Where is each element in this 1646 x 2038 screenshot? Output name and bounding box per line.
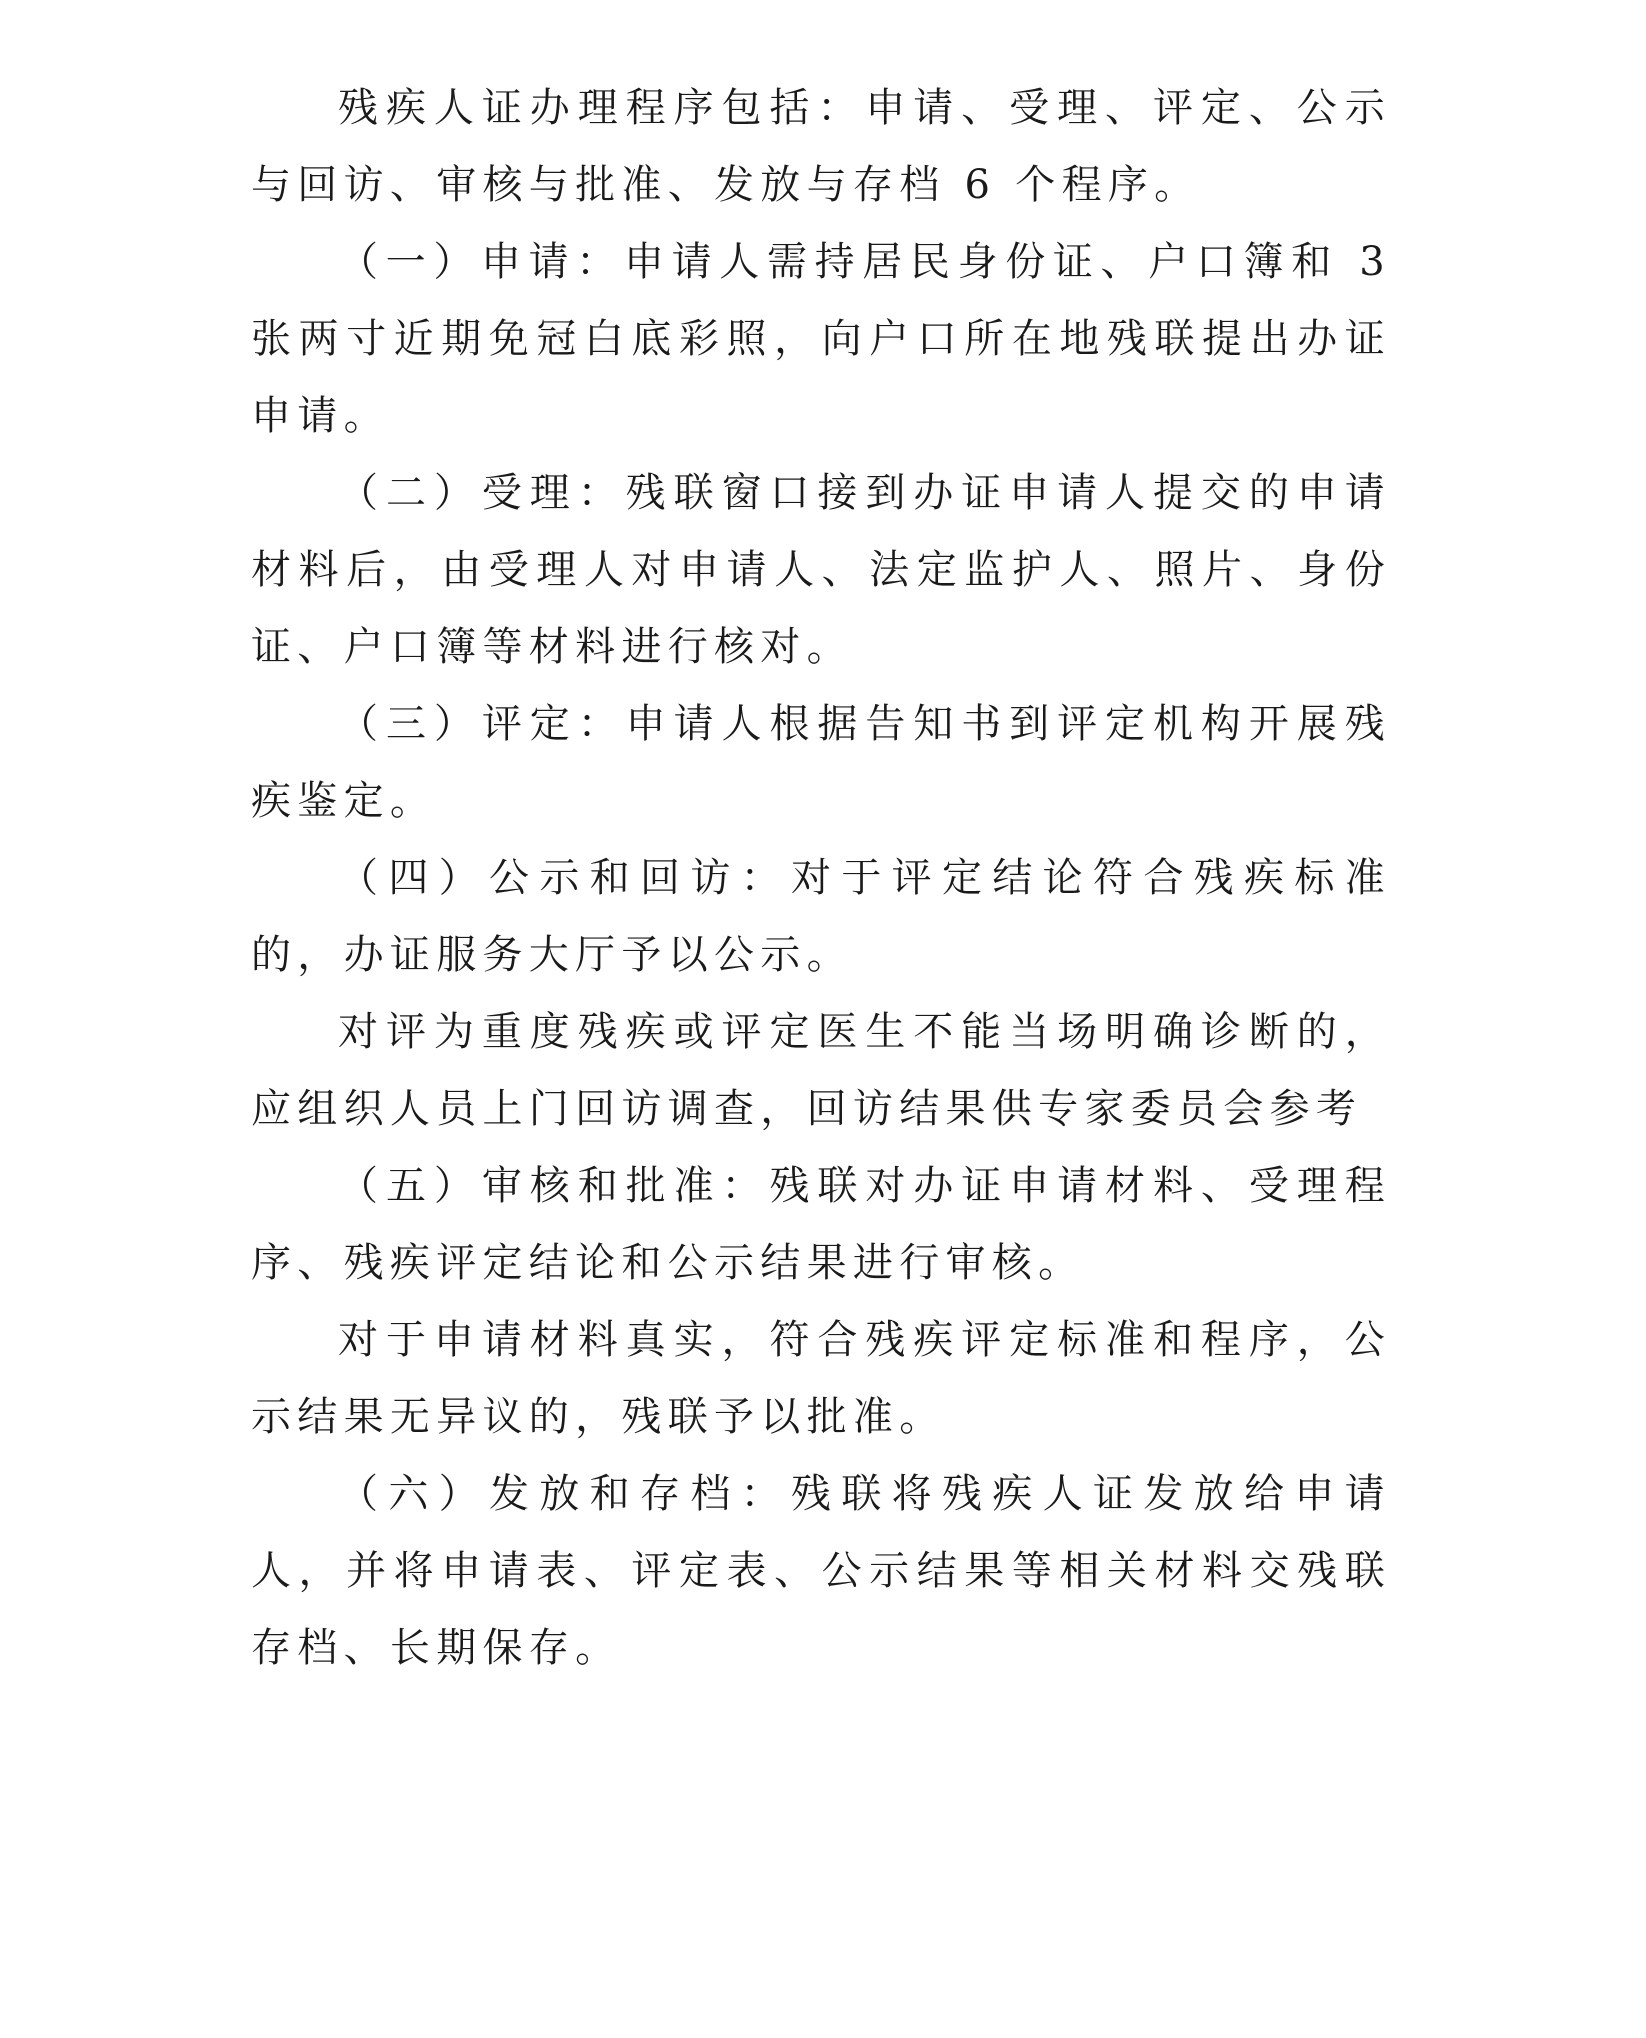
paragraph-step-5-approve: 对于申请材料真实，符合残疾评定标准和程序，公示结果无异议的，残联予以批准。 [251, 1317, 1391, 1440]
paragraph-step-6-issue-archive: （六）发放和存档：残联将残疾人证发放给申请人，并将申请表、评定表、公示结果等相关材料交残联存档、长期保存。 [251, 1471, 1391, 1671]
paragraph-step-4-publicize: （四）公示和回访：对于评定结论符合残疾标准的，办证服务大厅予以公示。 [251, 855, 1391, 978]
paragraph-step-5-review: （五）审核和批准：残联对办证申请材料、受理程序、残疾评定结论和公示结果进行审核。 [251, 1163, 1391, 1286]
paragraph-step-1-apply: （一）申请：申请人需持居民身份证、户口簿和 3 张两寸近期免冠白底彩照，向户口所在地残联提出办证申请。 [251, 239, 1391, 439]
paragraph-step-4-revisit: 对评为重度残疾或评定医生不能当场明确诊断的，应组织人员上门回访调查，回访结果供专家委员会参考 [251, 1009, 1391, 1132]
paragraph-step-2-accept: （二）受理：残联窗口接到办证申请人提交的申请材料后，由受理人对申请人、法定监护人、照片、身份证、户口簿等材料进行核对。 [251, 470, 1391, 670]
paragraph-intro: 残疾人证办理程序包括：申请、受理、评定、公示与回访、审核与批准、发放与存档 6 个程序。 [251, 85, 1391, 208]
paragraph-step-3-assess: （三）评定：申请人根据告知书到评定机构开展残疾鉴定。 [251, 701, 1391, 824]
document-body [251, 70, 1391, 1687]
